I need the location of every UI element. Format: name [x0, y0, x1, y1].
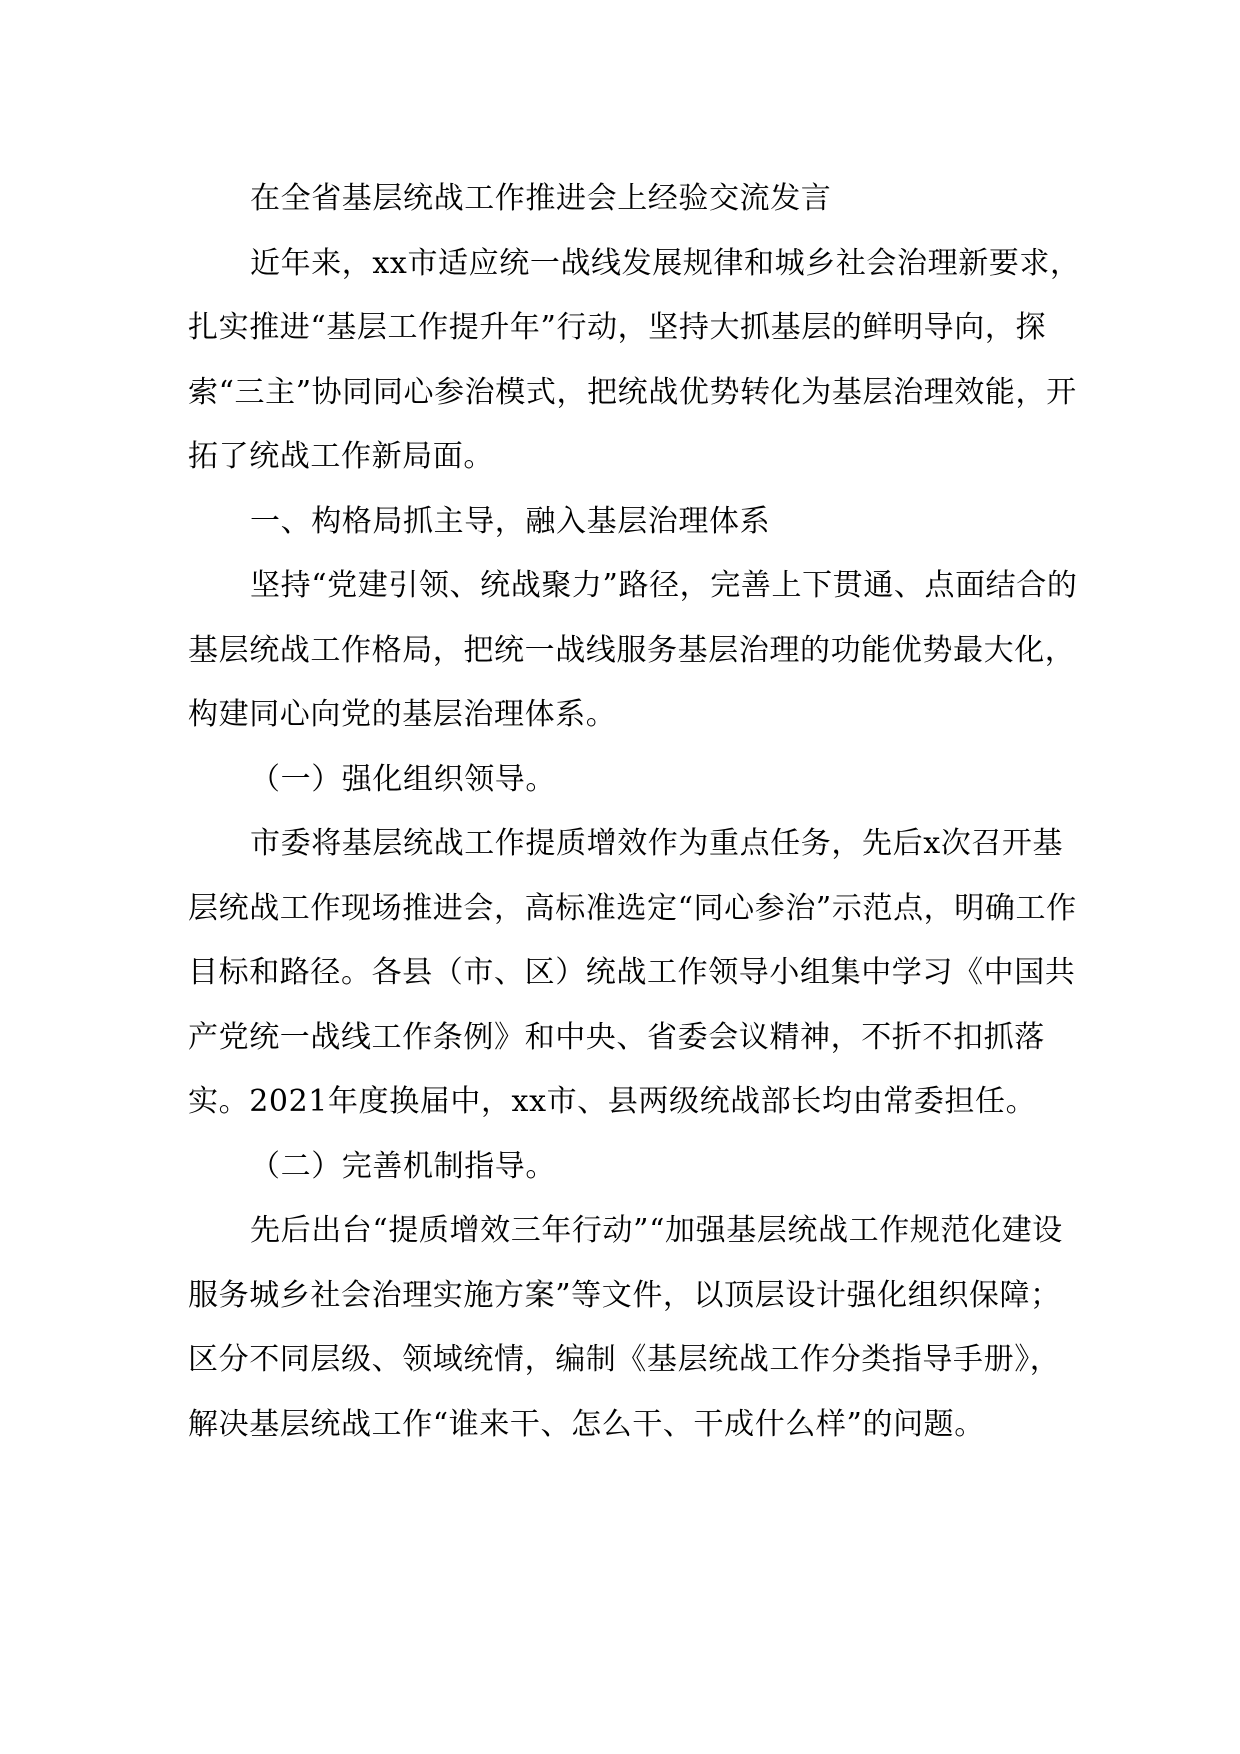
intro-paragraph: 近年来，xx市适应统一战线发展规律和城乡社会治理新要求，扎实推进“基层工作提升年”行动，坚持大抓基层的鲜明导向，探索“三主”协同同心参治模式，把统战优势转化为基层治理效能，开拓了统战工作新局面。 [188, 245, 1081, 474]
subsection-heading-2: （二）完善机制指导。 [250, 1148, 556, 1184]
document-title: 在全省基层统战工作推进会上经验交流发言 [250, 181, 832, 216]
section-1-paragraph: 坚持“党建引领、统战聚力”路径，完善上下贯通、点面结合的基层统战工作格局，把统一战线服务基层治理的功能优势最大化，构建同心向党的基层治理体系。 [188, 568, 1078, 732]
subsection-1-paragraph: 市委将基层统战工作提质增效作为重点任务，先后x次召开基层统战工作现场推进会，高标准选定“同心参治”示范点，明确工作目标和路径。各县（市、区）统战工作领导小组集中学习《中国共产党统一战线工作条例》和中央、省委会议精神，不折不扣抓落实。2021年度换届中，xx市、县两级统战部长均由常委担任。 [188, 826, 1077, 1119]
document-body [188, 167, 1088, 1457]
section-heading-1: 一、构格局抓主导，融入基层治理体系 [250, 503, 771, 539]
subsection-2-paragraph: 先后出台“提质增效三年行动”“加强基层统战工作规范化建设服务城乡社会治理实施方案”等文件，以顶层设计强化组织保障；区分不同层级、领域统情，编制《基层统战工作分类指导手册》，解决基层统战工作“谁来干、怎么干、干成什么样”的问题。 [188, 1213, 1063, 1442]
subsection-heading-1: （一）强化组织领导。 [250, 761, 556, 797]
